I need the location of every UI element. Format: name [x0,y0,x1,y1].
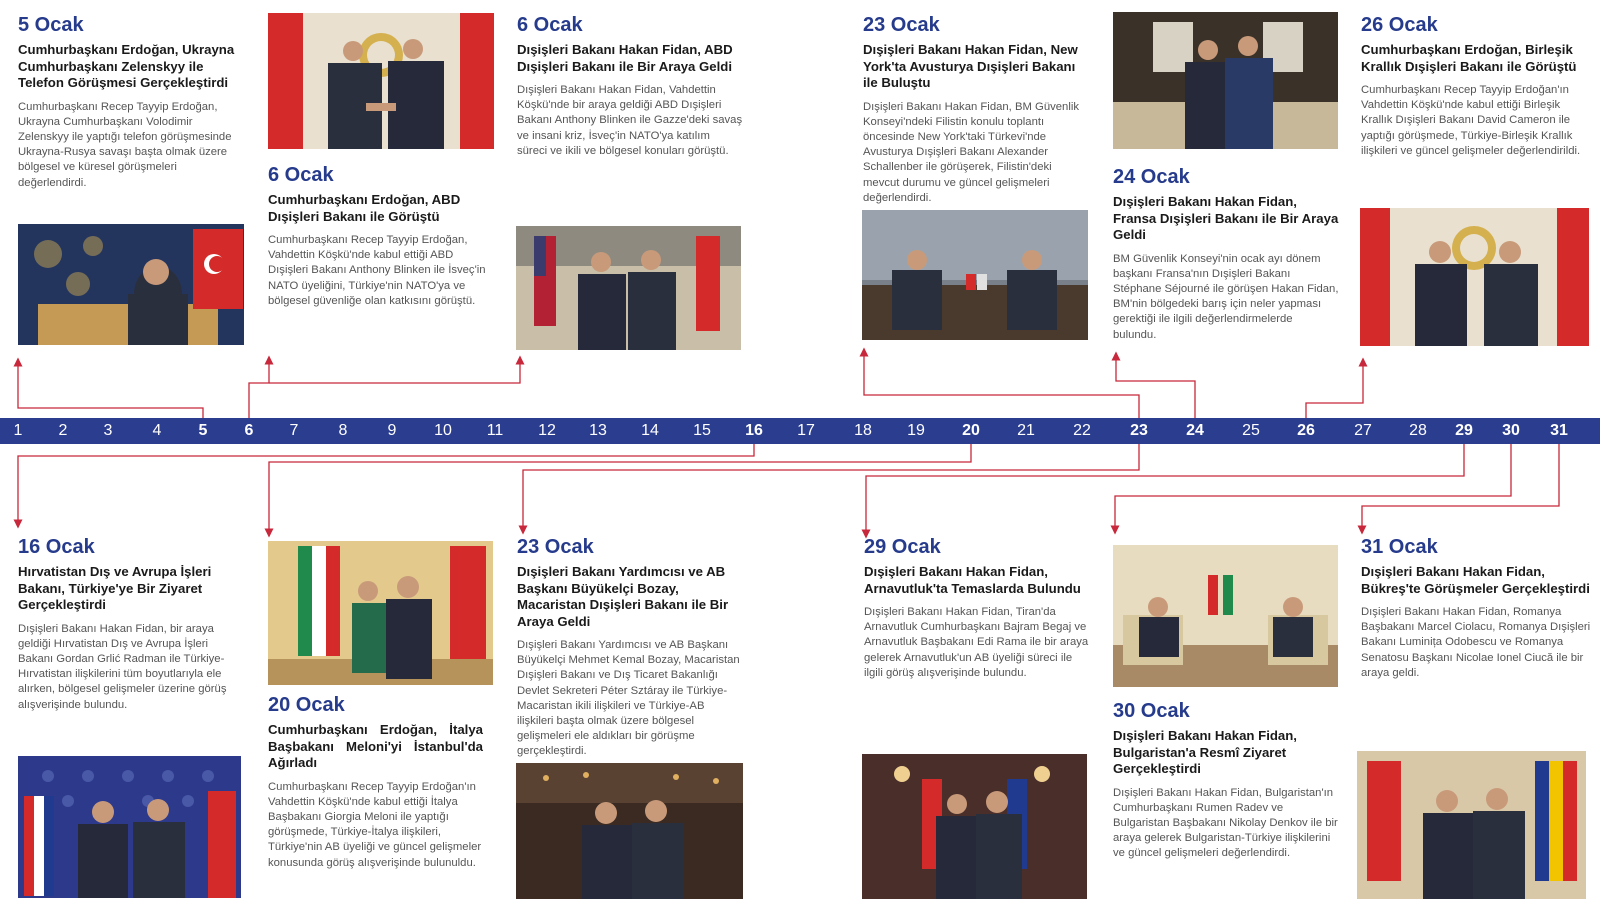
day-tick: 25 [1242,422,1260,439]
day-tick: 6 [244,422,254,439]
event-body: Dışişleri Bakanı Hakan Fidan, Tiran'da Arnavutluk Cumhurbaşkanı Bajram Begaj ve Arnavutluk Başbakanı Edi Rama ile bir araya gelerek Arnavutluk'un AB üyeliği süreci ile ilgili görüş alışverişinde bulundu. [864,606,1089,679]
event-6-ocak-erdogan [268,164,492,309]
event-title: Hırvatistan Dış ve Avrupa İşleri Bakanı, Türkiye'ye Bir Ziyaret Gerçekleştirdi [18,564,212,612]
event-body: Dışişleri Bakanı Yardımcısı ve AB Başkanı Büyükelçi Mehmet Kemal Bozay, Macaristan Dışişleri Bakanı ve Dış Ticaret Bakanlığı Devlet Sekreteri Péter Sztáray ile Türkiye-Macaristan ikili ilişkileri ve Türkiye-AB ilişkileri başta olmak üzere bölgesel gelişmeleri ele aldıkları bir görüşme gerçekleştirdi. [517,639,740,758]
day-tick: 12 [538,422,556,439]
fidan-blinken-handshake-photo [516,226,741,350]
timeline-ruler [0,418,1600,444]
connector-16 [18,444,754,524]
event-date: 26 Ocak [1361,14,1438,36]
event-title: Cumhurbaşkanı Erdoğan, Ukrayna Cumhurbaşkanı Zelenskyy ile Telefon Görüşmesi Gerçekleştirdi [18,42,235,90]
event-body: Cumhurbaşkanı Recep Tayyip Erdoğan'ın Vahdettin Köşkü'nde kabul ettiği İtalya Başbakanı Giorgia Meloni ile yaptığı görüşmede, Türkiye-İtalya ilişkileri, Türkiye'nin AB üyeliği ve güncel gelişmeler konusunda görüş alışverişinde bulunuldu. [268,780,482,869]
day-tick: 2 [58,422,68,439]
event-date: 23 Ocak [517,536,594,558]
day-tick: 5 [198,422,208,439]
connector-23b [523,444,1139,530]
event-26-ocak [1361,14,1593,159]
event-date: 16 Ocak [18,536,95,558]
day-tick: 31 [1550,422,1568,439]
connector-24 [1116,356,1195,418]
fidan-rama-tirana-photo [862,754,1087,899]
event-body: Dışişleri Bakanı Hakan Fidan, Vahdettin Köşkü'nde bir araya geldiği ABD Dışişleri Bakanı Anthony Blinken ile Gazze'deki savaş ve insani kriz, İsveç'in NATO'ya katılım süreci ve ikili ve bölgesel konuları görüştü. [517,84,743,157]
connector-5 [18,362,203,418]
day-tick: 10 [434,422,452,439]
event-23-ocak-bozay [517,536,743,760]
event-title: Dışişleri Bakanı Hakan Fidan, Fransa Dışişleri Bakanı ile Bir Araya Geldi [1113,194,1339,242]
day-tick: 18 [854,422,872,439]
day-tick: 26 [1297,422,1315,439]
day-tick: 23 [1130,422,1148,439]
event-title: Dışişleri Bakanı Hakan Fidan, Bulgaristan'a Resmî Ziyaret Gerçekleştirdi [1113,728,1297,776]
connector-30 [1115,444,1511,530]
event-date: 23 Ocak [863,14,940,36]
day-tick: 29 [1455,422,1473,439]
event-date: 30 Ocak [1113,700,1190,722]
event-body: Dışişleri Bakanı Hakan Fidan, BM Güvenlik Konseyi'ndeki Filistin konulu toplantı öncesinde New York'taki Türkevi'nde Avusturya Dışişleri Bakanı Alexander Schallenber ile görüşerek, Filistin'deki mevcut durumu ve güncel gelişmeleri değerlendirdi. [863,100,1079,204]
event-title: Dışişleri Bakanı Yardımcısı ve AB Başkanı Büyükelçi Bozay, Macaristan Dışişleri Bakanı ile Bir Araya Geldi [517,564,729,629]
event-title: Dışişleri Bakanı Hakan Fidan, Arnavutluk'ta Temaslarda Bulundu [864,564,1081,596]
event-30-ocak [1113,700,1339,862]
event-date: 24 Ocak [1113,166,1190,188]
erdogan-phone-call-photo [18,224,244,345]
connector-31 [1362,444,1559,530]
fidan-sejourne-handshake-photo [1113,12,1338,149]
fidan-ciolacu-handshake-photo [1357,751,1586,899]
event-16-ocak [18,536,240,713]
event-24-ocak [1113,166,1339,343]
day-tick: 24 [1186,422,1204,439]
event-20-ocak [268,694,483,871]
event-body: Dışişleri Bakanı Hakan Fidan, Romanya Başbakanı Marcel Ciolacu, Romanya Dışişleri Bakanı Luminița Odobescu ve Romanya Senatosu Başkanı Nicolae Ionel Ciucă ile bir araya geldi. [1361,606,1591,679]
event-title: Cumhurbaşkanı Erdoğan, İtalya Başbakanı Meloni'yi İstanbul'da Ağırladı [268,722,483,770]
fidan-radev-meeting-photo [1113,545,1338,687]
day-tick: 13 [589,422,607,439]
event-title: Dışişleri Bakanı Hakan Fidan, Bükreş'te Görüşmeler Gerçekleştirdi [1361,564,1590,596]
connector-29 [866,444,1464,534]
day-tick: 27 [1354,422,1372,439]
day-tick: 11 [486,422,504,439]
event-date: 6 Ocak [517,14,583,36]
event-body: Cumhurbaşkanı Recep Tayyip Erdoğan, Vahdettin Köşkü'nde kabul ettiği ABD Dışişleri Bakanı Anthony Blinken ile İsveç'in NATO üyeliğini, Türkiye'nin NATO'ya ve bölgesel güvenliğe olan katkısını görüştü. [268,234,486,307]
day-tick: 16 [745,422,763,439]
event-title: Dışişleri Bakanı Hakan Fidan, New York'ta Avusturya Dışişleri Bakanı ile Buluştu [863,42,1078,90]
event-6-ocak-fidan [517,14,743,159]
event-date: 5 Ocak [18,14,84,36]
fidan-schallenberg-meeting-photo [862,210,1088,340]
connector-6a [249,360,269,418]
erdogan-cameron-handshake-photo [1360,208,1589,346]
event-title: Cumhurbaşkanı Erdoğan, Birleşik Krallık Dışişleri Bakanı ile Görüştü [1361,42,1577,74]
event-body: Dışişleri Bakanı Hakan Fidan, Bulgaristan'ın Cumhurbaşkanı Rumen Radev ve Bulgaristan Başbakanı Nikolay Denkov ile bir araya gelerek Bulgaristan-Türkiye ilişkilerini ve güncel gelişmeleri değerlendirdi. [1113,786,1338,860]
day-tick: 20 [962,422,980,439]
connector-6b [269,360,520,383]
bozay-sztaray-handshake-photo [516,763,743,899]
connector-23a [864,352,1139,418]
connector-26 [1306,362,1363,418]
day-tick: 15 [693,422,711,439]
day-tick: 14 [641,422,659,439]
day-tick: 4 [152,422,162,439]
event-31-ocak [1361,536,1593,681]
event-body: Cumhurbaşkanı Recep Tayyip Erdoğan, Ukrayna Cumhurbaşkanı Volodimir Zelenskyy ile yaptığı telefon görüşmesinde Ukrayna-Rusya savaşı başta olmak üzere bölgesel ve küresel görüşmeleri değerlendirdi. [18,100,232,189]
event-date: 31 Ocak [1361,536,1438,558]
day-tick: 22 [1073,422,1091,439]
event-body: Cumhurbaşkanı Recep Tayyip Erdoğan'ın Vahdettin Köşkü'nde kabul ettiği Birleşik Krallık Dışişleri Bakanı David Cameron ile yaptığı görüşmede, Türkiye-Birleşik Krallık ilişkileri ve güncel gelişmeler değerlendirildi. [1361,84,1581,157]
erdogan-meloni-handshake-photo [268,541,493,685]
event-5-ocak [18,14,240,191]
day-tick: 9 [387,422,397,439]
day-tick: 8 [338,422,348,439]
day-tick: 17 [797,422,815,439]
event-title: Dışişleri Bakanı Hakan Fidan, ABD Dışişleri Bakanı ile Bir Araya Geldi [517,42,733,74]
day-tick: 3 [103,422,113,439]
day-tick: 19 [907,422,925,439]
day-tick: 21 [1017,422,1035,439]
day-tick: 1 [13,422,23,439]
event-date: 6 Ocak [268,164,334,186]
day-tick: 28 [1409,422,1427,439]
event-23-ocak-ny [863,14,1088,206]
event-date: 29 Ocak [864,536,941,558]
event-29-ocak [864,536,1090,681]
day-tick: 7 [289,422,299,439]
fidan-radman-handshake-photo [18,756,241,898]
event-body: BM Güvenlik Konseyi'nin ocak ayı dönem başkanı Fransa'nın Dışişleri Bakanı Stéphane Séjourné ile görüşen Hakan Fidan, BM'nin bölgedeki barış için neler yapması gerektiği ile ilgili değerlendirmelerde bulundu. [1113,252,1339,341]
event-body: Dışişleri Bakanı Hakan Fidan, bir araya geldiği Hırvatistan Dış ve Avrupa İşleri Bakanı Gordan Grlić Radman ile Türkiye-Hırvatistan ilişkilerini tüm boyutlarıyla ele alırken, bölgesel gelişmeler üzerine görüş alışverişinde bulundu. [18,622,227,711]
connector-20 [269,444,971,533]
erdogan-blinken-handshake-photo [268,13,494,149]
day-tick: 30 [1502,422,1520,439]
event-title: Cumhurbaşkanı Erdoğan, ABD Dışişleri Bakanı ile Görüştü [268,192,461,224]
event-date: 20 Ocak [268,694,345,716]
